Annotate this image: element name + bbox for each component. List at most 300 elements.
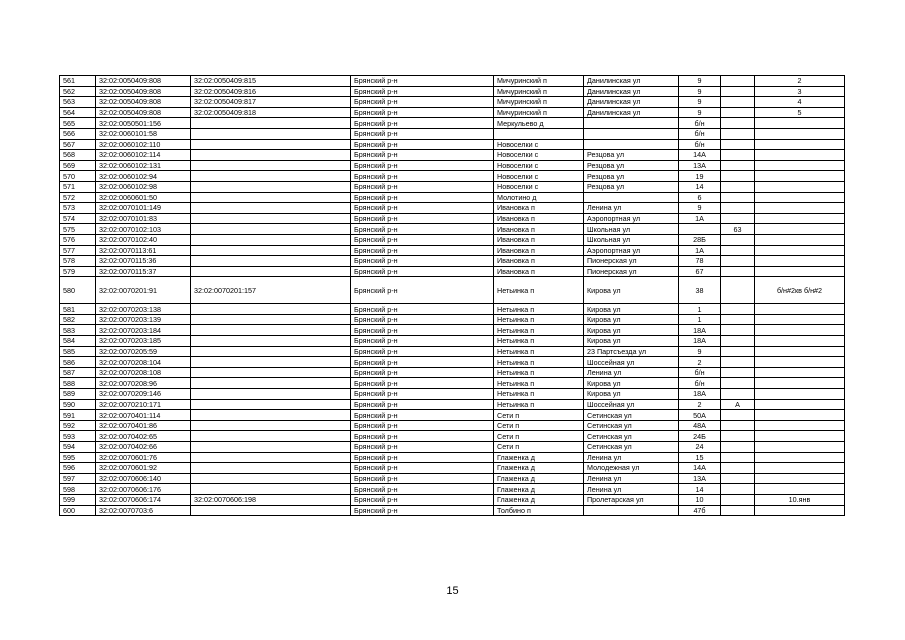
district-cell: Брянский р-н (351, 266, 494, 277)
house-number-cell: 50А (679, 410, 721, 421)
building-cell (721, 128, 755, 139)
building-cell: А (721, 399, 755, 410)
building-cell (721, 442, 755, 453)
street-cell: Кирова ул (584, 277, 679, 304)
house-number-cell (679, 224, 721, 235)
table-row (60, 118, 845, 129)
apartment-cell (755, 224, 845, 235)
district-cell: Брянский р-н (351, 484, 494, 495)
settlement-cell: Сети п (494, 442, 584, 453)
settlement-cell: Толбино п (494, 505, 584, 516)
house-number-cell: 28Б (679, 234, 721, 245)
table-row (60, 494, 845, 505)
district-cell: Брянский р-н (351, 505, 494, 516)
parent-cadastral-number-cell (191, 139, 351, 150)
table-row (60, 203, 845, 214)
apartment-cell (755, 192, 845, 203)
row-number-cell: 566 (60, 128, 96, 139)
row-number-cell: 562 (60, 86, 96, 97)
apartment-cell (755, 160, 845, 171)
apartment-cell (755, 304, 845, 315)
street-cell: Ленина ул (584, 367, 679, 378)
row-number-cell: 570 (60, 171, 96, 182)
row-number-cell: 571 (60, 181, 96, 192)
row-number-cell: 590 (60, 399, 96, 410)
apartment-cell (755, 357, 845, 368)
settlement-cell: Новоселки с (494, 139, 584, 150)
apartment-cell (755, 367, 845, 378)
parent-cadastral-number-cell: 32:02:0050409:817 (191, 97, 351, 108)
row-number-cell: 567 (60, 139, 96, 150)
table-row (60, 314, 845, 325)
table-row (60, 357, 845, 368)
settlement-cell: Нетьинка п (494, 325, 584, 336)
parent-cadastral-number-cell (191, 463, 351, 474)
settlement-cell: Нетьинка п (494, 367, 584, 378)
row-number-cell: 583 (60, 325, 96, 336)
street-cell: 23 Партсъезда ул (584, 346, 679, 357)
parent-cadastral-number-cell (191, 484, 351, 495)
building-cell (721, 420, 755, 431)
building-cell (721, 234, 755, 245)
street-cell: Ленина ул (584, 452, 679, 463)
district-cell: Брянский р-н (351, 139, 494, 150)
district-cell: Брянский р-н (351, 420, 494, 431)
cadastral-number-cell: 32:02:0070203:138 (96, 304, 191, 315)
settlement-cell: Глаженка д (494, 463, 584, 474)
district-cell: Брянский р-н (351, 410, 494, 421)
cadastral-number-cell: 32:02:0070203:184 (96, 325, 191, 336)
apartment-cell (755, 325, 845, 336)
cadastral-number-cell: 32:02:0060101:58 (96, 128, 191, 139)
street-cell: Кирова ул (584, 378, 679, 389)
building-cell (721, 76, 755, 87)
apartment-cell: 3 (755, 86, 845, 97)
row-number-cell: 582 (60, 314, 96, 325)
row-number-cell: 573 (60, 203, 96, 214)
parent-cadastral-number-cell (191, 224, 351, 235)
building-cell (721, 213, 755, 224)
house-number-cell: 2 (679, 399, 721, 410)
settlement-cell: Нетьинка п (494, 399, 584, 410)
settlement-cell: Глаженка д (494, 484, 584, 495)
row-number-cell: 572 (60, 192, 96, 203)
table-row (60, 213, 845, 224)
parent-cadastral-number-cell: 32:02:0050409:818 (191, 107, 351, 118)
apartment-cell (755, 213, 845, 224)
parent-cadastral-number-cell (191, 314, 351, 325)
settlement-cell: Глаженка д (494, 473, 584, 484)
building-cell (721, 452, 755, 463)
settlement-cell: Нетьинка п (494, 389, 584, 400)
apartment-cell: 5 (755, 107, 845, 118)
house-number-cell: б/н (679, 118, 721, 129)
row-number-cell: 563 (60, 97, 96, 108)
house-number-cell: б/н (679, 378, 721, 389)
table-row (60, 266, 845, 277)
parent-cadastral-number-cell (191, 245, 351, 256)
district-cell: Брянский р-н (351, 192, 494, 203)
row-number-cell: 569 (60, 160, 96, 171)
district-cell: Брянский р-н (351, 336, 494, 347)
settlement-cell: Нетьинка п (494, 357, 584, 368)
parent-cadastral-number-cell (191, 367, 351, 378)
street-cell: Шоссейная ул (584, 357, 679, 368)
street-cell (584, 139, 679, 150)
cadastral-number-cell: 32:02:0070601:76 (96, 452, 191, 463)
apartment-cell (755, 128, 845, 139)
parent-cadastral-number-cell (191, 325, 351, 336)
row-number-cell: 598 (60, 484, 96, 495)
building-cell (721, 107, 755, 118)
settlement-cell: Сети п (494, 410, 584, 421)
table-row (60, 410, 845, 421)
table-row (60, 367, 845, 378)
settlement-cell: Ивановка п (494, 213, 584, 224)
building-cell (721, 484, 755, 495)
settlement-cell: Молотино д (494, 192, 584, 203)
street-cell: Шоссейная ул (584, 399, 679, 410)
table-row (60, 304, 845, 315)
building-cell (721, 86, 755, 97)
cadastral-number-cell: 32:02:0050501:156 (96, 118, 191, 129)
street-cell: Кирова ул (584, 389, 679, 400)
district-cell: Брянский р-н (351, 76, 494, 87)
parent-cadastral-number-cell (191, 266, 351, 277)
street-cell (584, 128, 679, 139)
table-row (60, 160, 845, 171)
cadastral-number-cell: 32:02:0050409:808 (96, 107, 191, 118)
district-cell: Брянский р-н (351, 86, 494, 97)
apartment-cell (755, 118, 845, 129)
district-cell: Брянский р-н (351, 399, 494, 410)
cadastral-number-cell: 32:02:0050409:808 (96, 76, 191, 87)
building-cell (721, 181, 755, 192)
apartment-cell (755, 245, 845, 256)
house-number-cell: 18А (679, 389, 721, 400)
table-row (60, 325, 845, 336)
building-cell (721, 367, 755, 378)
apartment-cell (755, 234, 845, 245)
apartment-cell (755, 256, 845, 267)
district-cell: Брянский р-н (351, 256, 494, 267)
settlement-cell: Нетьинка п (494, 304, 584, 315)
street-cell: Кирова ул (584, 314, 679, 325)
district-cell: Брянский р-н (351, 431, 494, 442)
cadastral-number-cell: 32:02:0070208:104 (96, 357, 191, 368)
parent-cadastral-number-cell: 32:02:0050409:816 (191, 86, 351, 97)
district-cell: Брянский р-н (351, 367, 494, 378)
parent-cadastral-number-cell (191, 336, 351, 347)
table-row (60, 245, 845, 256)
district-cell: Брянский р-н (351, 473, 494, 484)
table-row (60, 378, 845, 389)
row-number-cell: 597 (60, 473, 96, 484)
row-number-cell: 596 (60, 463, 96, 474)
address-register-table (59, 75, 845, 516)
cadastral-number-cell: 32:02:0060102:131 (96, 160, 191, 171)
street-cell: Пролетарская ул (584, 494, 679, 505)
parent-cadastral-number-cell (191, 505, 351, 516)
row-number-cell: 581 (60, 304, 96, 315)
apartment-cell: б/н#2кв б/н#2 (755, 277, 845, 304)
house-number-cell: 1 (679, 304, 721, 315)
apartment-cell (755, 346, 845, 357)
parent-cadastral-number-cell (191, 234, 351, 245)
parent-cadastral-number-cell (191, 150, 351, 161)
row-number-cell: 577 (60, 245, 96, 256)
building-cell (721, 463, 755, 474)
street-cell: Сетинская ул (584, 431, 679, 442)
apartment-cell (755, 399, 845, 410)
district-cell: Брянский р-н (351, 346, 494, 357)
building-cell (721, 389, 755, 400)
street-cell (584, 505, 679, 516)
apartment-cell (755, 452, 845, 463)
row-number-cell: 585 (60, 346, 96, 357)
street-cell: Сетинская ул (584, 442, 679, 453)
settlement-cell: Нетьинка п (494, 314, 584, 325)
settlement-cell: Мичуринский п (494, 76, 584, 87)
house-number-cell: 9 (679, 203, 721, 214)
parent-cadastral-number-cell (191, 118, 351, 129)
settlement-cell: Ивановка п (494, 256, 584, 267)
row-number-cell: 584 (60, 336, 96, 347)
table-row (60, 181, 845, 192)
building-cell (721, 431, 755, 442)
cadastral-number-cell: 32:02:0070208:108 (96, 367, 191, 378)
table-row (60, 86, 845, 97)
district-cell: Брянский р-н (351, 314, 494, 325)
row-number-cell: 576 (60, 234, 96, 245)
apartment-cell (755, 150, 845, 161)
cadastral-number-cell: 32:02:0070115:37 (96, 266, 191, 277)
house-number-cell: 38 (679, 277, 721, 304)
apartment-cell (755, 314, 845, 325)
house-number-cell: 18А (679, 336, 721, 347)
table-row (60, 399, 845, 410)
parent-cadastral-number-cell: 32:02:0070201:157 (191, 277, 351, 304)
cadastral-number-cell: 32:02:0070606:174 (96, 494, 191, 505)
building-cell (721, 304, 755, 315)
parent-cadastral-number-cell (191, 473, 351, 484)
cadastral-number-cell: 32:02:0050409:808 (96, 86, 191, 97)
apartment-cell (755, 431, 845, 442)
settlement-cell: Ивановка п (494, 266, 584, 277)
settlement-cell: Нетьинка п (494, 346, 584, 357)
building-cell (721, 346, 755, 357)
street-cell: Пионерская ул (584, 256, 679, 267)
table-row (60, 150, 845, 161)
row-number-cell: 564 (60, 107, 96, 118)
house-number-cell: 24Б (679, 431, 721, 442)
apartment-cell (755, 505, 845, 516)
table-row (60, 107, 845, 118)
house-number-cell: 19 (679, 171, 721, 182)
settlement-cell: Ивановка п (494, 234, 584, 245)
street-cell (584, 192, 679, 203)
building-cell (721, 336, 755, 347)
district-cell: Брянский р-н (351, 118, 494, 129)
cadastral-number-cell: 32:02:0070210:171 (96, 399, 191, 410)
settlement-cell: Меркульево д (494, 118, 584, 129)
table-row (60, 128, 845, 139)
cadastral-number-cell: 32:02:0070101:149 (96, 203, 191, 214)
building-cell (721, 203, 755, 214)
cadastral-number-cell: 32:02:0070203:185 (96, 336, 191, 347)
row-number-cell: 587 (60, 367, 96, 378)
row-number-cell: 586 (60, 357, 96, 368)
district-cell: Брянский р-н (351, 463, 494, 474)
street-cell: Аэропортная ул (584, 245, 679, 256)
district-cell: Брянский р-н (351, 97, 494, 108)
house-number-cell: 48А (679, 420, 721, 431)
table-row (60, 463, 845, 474)
settlement-cell: Глаженка д (494, 494, 584, 505)
parent-cadastral-number-cell (191, 171, 351, 182)
table-row (60, 442, 845, 453)
row-number-cell: 591 (60, 410, 96, 421)
street-cell: Сетинская ул (584, 420, 679, 431)
house-number-cell: 14А (679, 150, 721, 161)
parent-cadastral-number-cell (191, 420, 351, 431)
district-cell: Брянский р-н (351, 442, 494, 453)
parent-cadastral-number-cell (191, 442, 351, 453)
house-number-cell: б/н (679, 367, 721, 378)
apartment-cell (755, 336, 845, 347)
building-cell: 63 (721, 224, 755, 235)
table-row (60, 192, 845, 203)
settlement-cell: Мичуринский п (494, 86, 584, 97)
building-cell (721, 378, 755, 389)
district-cell: Брянский р-н (351, 203, 494, 214)
cadastral-number-cell: 32:02:0070101:83 (96, 213, 191, 224)
row-number-cell: 578 (60, 256, 96, 267)
apartment-cell (755, 442, 845, 453)
district-cell: Брянский р-н (351, 389, 494, 400)
cadastral-number-cell: 32:02:0060601:50 (96, 192, 191, 203)
district-cell: Брянский р-н (351, 224, 494, 235)
cadastral-number-cell: 32:02:0070209:146 (96, 389, 191, 400)
address-register-table-wrapper (59, 75, 844, 516)
cadastral-number-cell: 32:02:0070201:91 (96, 277, 191, 304)
parent-cadastral-number-cell: 32:02:0050409:815 (191, 76, 351, 87)
row-number-cell: 593 (60, 431, 96, 442)
street-cell: Резцова ул (584, 181, 679, 192)
table-row (60, 256, 845, 267)
table-row (60, 224, 845, 235)
apartment-cell (755, 266, 845, 277)
parent-cadastral-number-cell (191, 389, 351, 400)
building-cell (721, 245, 755, 256)
house-number-cell: 47б (679, 505, 721, 516)
street-cell: Сетинская ул (584, 410, 679, 421)
settlement-cell: Нетьинка п (494, 277, 584, 304)
street-cell: Кирова ул (584, 304, 679, 315)
cadastral-number-cell: 32:02:0070402:66 (96, 442, 191, 453)
row-number-cell: 575 (60, 224, 96, 235)
house-number-cell: 13А (679, 473, 721, 484)
parent-cadastral-number-cell (191, 192, 351, 203)
cadastral-number-cell: 32:02:0070606:176 (96, 484, 191, 495)
district-cell: Брянский р-н (351, 325, 494, 336)
district-cell: Брянский р-н (351, 107, 494, 118)
house-number-cell: 9 (679, 107, 721, 118)
table-row (60, 336, 845, 347)
parent-cadastral-number-cell (191, 410, 351, 421)
parent-cadastral-number-cell (191, 452, 351, 463)
house-number-cell: 15 (679, 452, 721, 463)
district-cell: Брянский р-н (351, 378, 494, 389)
house-number-cell: 67 (679, 266, 721, 277)
cadastral-number-cell: 32:02:0070703:6 (96, 505, 191, 516)
street-cell: Кирова ул (584, 325, 679, 336)
settlement-cell: Мичуринский п (494, 107, 584, 118)
cadastral-number-cell: 32:02:0070401:86 (96, 420, 191, 431)
building-cell (721, 277, 755, 304)
parent-cadastral-number-cell (191, 304, 351, 315)
house-number-cell: б/н (679, 128, 721, 139)
parent-cadastral-number-cell (191, 378, 351, 389)
apartment-cell: 2 (755, 76, 845, 87)
table-body (60, 76, 845, 516)
cadastral-number-cell: 32:02:0060102:114 (96, 150, 191, 161)
parent-cadastral-number-cell (191, 213, 351, 224)
parent-cadastral-number-cell (191, 346, 351, 357)
row-number-cell: 565 (60, 118, 96, 129)
district-cell: Брянский р-н (351, 357, 494, 368)
row-number-cell: 574 (60, 213, 96, 224)
house-number-cell: 13А (679, 160, 721, 171)
parent-cadastral-number-cell (191, 160, 351, 171)
parent-cadastral-number-cell: 32:02:0070606:198 (191, 494, 351, 505)
apartment-cell (755, 203, 845, 214)
house-number-cell: 9 (679, 76, 721, 87)
table-row (60, 97, 845, 108)
building-cell (721, 325, 755, 336)
row-number-cell: 592 (60, 420, 96, 431)
district-cell: Брянский р-н (351, 150, 494, 161)
cadastral-number-cell: 32:02:0050409:808 (96, 97, 191, 108)
building-cell (721, 118, 755, 129)
district-cell: Брянский р-н (351, 452, 494, 463)
apartment-cell (755, 410, 845, 421)
district-cell: Брянский р-н (351, 494, 494, 505)
cadastral-number-cell: 32:02:0070102:40 (96, 234, 191, 245)
apartment-cell (755, 139, 845, 150)
house-number-cell: 6 (679, 192, 721, 203)
settlement-cell: Глаженка д (494, 452, 584, 463)
building-cell (721, 357, 755, 368)
cadastral-number-cell: 32:02:0070115:36 (96, 256, 191, 267)
cadastral-number-cell: 32:02:0070203:139 (96, 314, 191, 325)
apartment-cell (755, 484, 845, 495)
settlement-cell: Новоселки с (494, 160, 584, 171)
table-row (60, 420, 845, 431)
apartment-cell (755, 181, 845, 192)
district-cell: Брянский р-н (351, 160, 494, 171)
apartment-cell (755, 473, 845, 484)
apartment-cell (755, 378, 845, 389)
row-number-cell: 594 (60, 442, 96, 453)
street-cell: Пионерская ул (584, 266, 679, 277)
building-cell (721, 192, 755, 203)
building-cell (721, 139, 755, 150)
house-number-cell: 18А (679, 325, 721, 336)
apartment-cell (755, 171, 845, 182)
street-cell: Аэропортная ул (584, 213, 679, 224)
house-number-cell: 2 (679, 357, 721, 368)
